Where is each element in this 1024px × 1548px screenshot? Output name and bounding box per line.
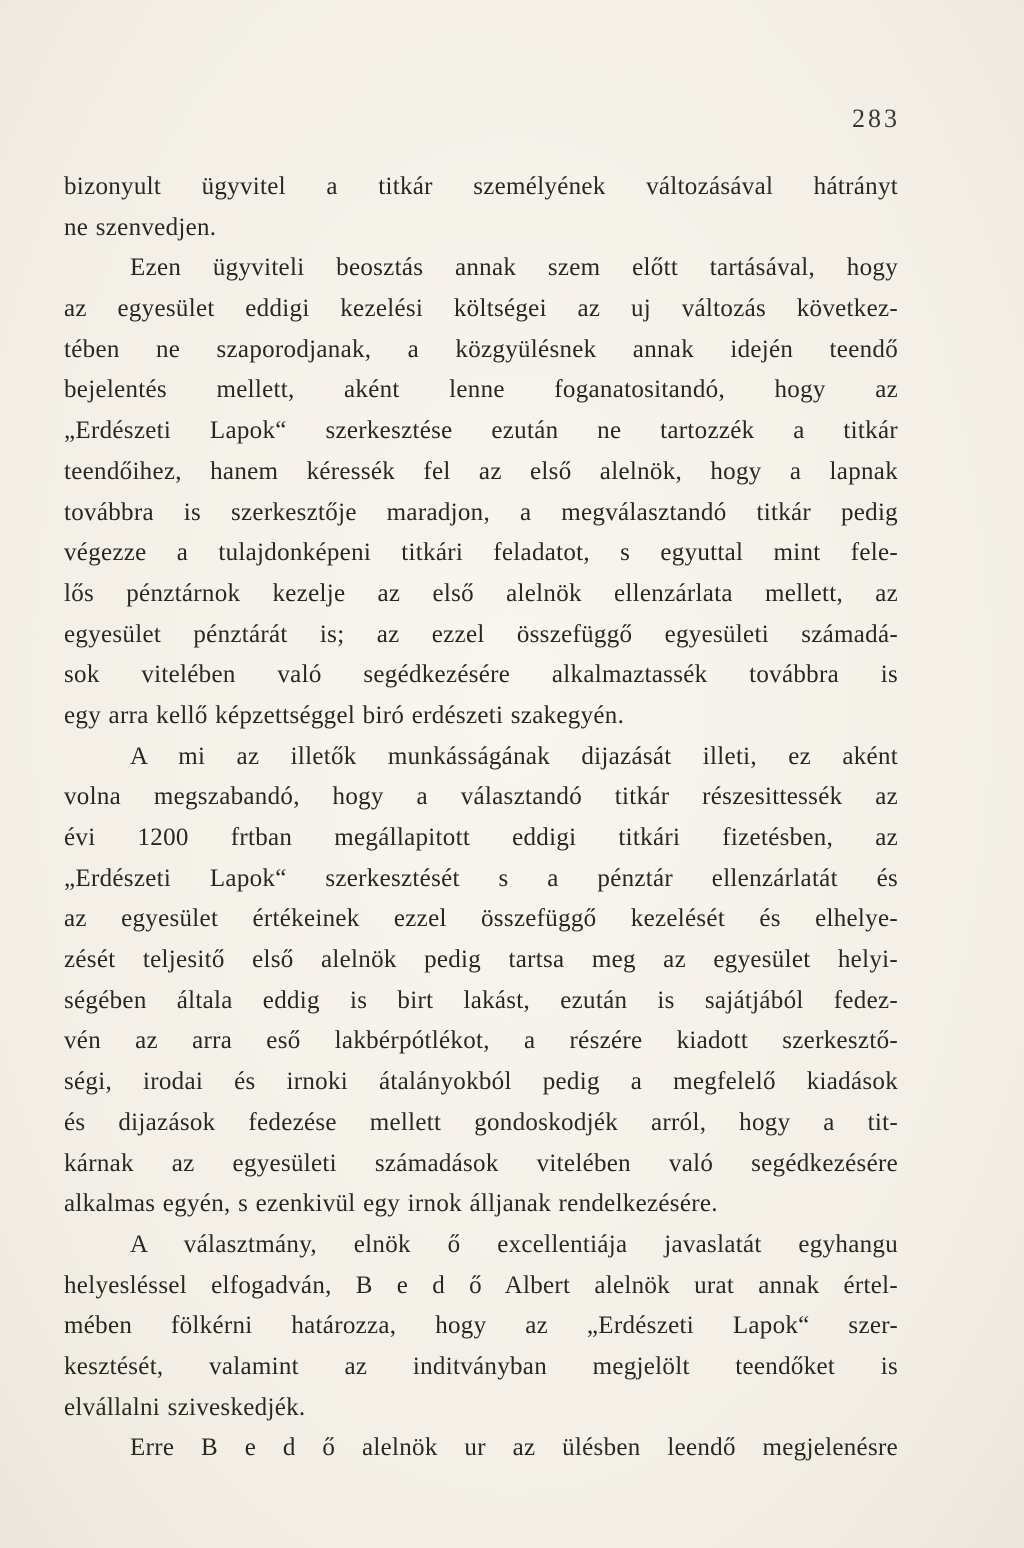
- text-line: „Erdészeti Lapok“ szerkesztése ezután ne tartozzék a titkár: [64, 417, 898, 445]
- text-line: helyesléssel elfogadván, B e d ő Albert alelnök urat annak értel-: [64, 1271, 898, 1299]
- text-line: Ezen ügyviteli beosztás annak szem előtt tartásával, hogy: [130, 254, 898, 282]
- text-line: Erre B e d ő alelnök ur az ülésben leendő megjelenésre: [130, 1434, 898, 1462]
- text-line: elvállalni sziveskedjék.: [64, 1393, 306, 1421]
- text-line: A mi az illetők munkásságának dijazását illeti, ez aként: [130, 742, 898, 770]
- text-line: az egyesület eddigi kezelési költségei az uj változás következ-: [64, 295, 898, 323]
- text-line: ségében általa eddig is birt lakást, ezután is sajátjából fedez-: [64, 986, 898, 1014]
- text-line: kesztését, valamint az inditványban megjelölt teendőket is: [64, 1352, 898, 1380]
- text-line: egy arra kellő képzettséggel biró erdészeti szakegyén.: [64, 701, 625, 729]
- text-line: „Erdészeti Lapok“ szerkesztését s a pénztár ellenzárlatát és: [64, 864, 898, 892]
- text-line: kárnak az egyesületi számadások vitelében való segédkezésére: [64, 1149, 898, 1177]
- text-line: lős pénztárnok kezelje az első alelnök ellenzárlata mellett, az: [64, 579, 898, 607]
- page-number: 283: [852, 104, 900, 133]
- text-line: bejelentés mellett, aként lenne foganatositandó, hogy az: [64, 376, 898, 404]
- text-line: zését teljesitő első alelnök pedig tartsa meg az egyesület helyi-: [64, 946, 898, 974]
- body-text: [64, 167, 898, 1469]
- text-line: volna megszabandó, hogy a választandó titkár részesittessék az: [64, 783, 898, 811]
- text-line: évi 1200 frtban megállapitott eddigi titkári fizetésben, az: [64, 824, 898, 851]
- text-line: alkalmas egyén, s ezenkivül egy irnok álljanak rendelkezésére.: [64, 1190, 718, 1218]
- text-line: ne szenvedjen.: [64, 213, 217, 241]
- text-line: az egyesület értékeinek ezzel összefüggő kezelését és elhelye-: [64, 905, 898, 933]
- text-line: továbbra is szerkesztője maradjon, a megválasztandó titkár pedig: [64, 498, 898, 526]
- text-line: és dijazások fedezése mellett gondoskodjék arról, hogy a tit-: [64, 1108, 898, 1136]
- text-line: sok vitelében való segédkezésére alkalmaztassék továbbra is: [64, 661, 898, 689]
- text-line: teendőihez, hanem kéressék fel az első alelnök, hogy a lapnak: [64, 457, 898, 485]
- text-line: mében fölkérni határozza, hogy az „Erdészeti Lapok“ szer-: [64, 1312, 898, 1340]
- text-line: ségi, irodai és irnoki átalányokból pedig a megfelelő kiadások: [64, 1068, 898, 1096]
- text-line: bizonyult ügyvitel a titkár személyének változásával hátrányt: [64, 173, 898, 200]
- text-line: egyesület pénztárát is; az ezzel összefüggő egyesületi számadá-: [64, 620, 898, 648]
- text-line: vén az arra eső lakbérpótlékot, a részére kiadott szerkesztő-: [64, 1027, 898, 1055]
- text-line: végezze a tulajdonképeni titkári feladatot, s egyuttal mint fele-: [64, 539, 898, 567]
- text-line: tében ne szaporodjanak, a közgyülésnek annak idején teendő: [64, 335, 898, 363]
- text-line: A választmány, elnök ő excellentiája javaslatát egyhangu: [130, 1230, 898, 1258]
